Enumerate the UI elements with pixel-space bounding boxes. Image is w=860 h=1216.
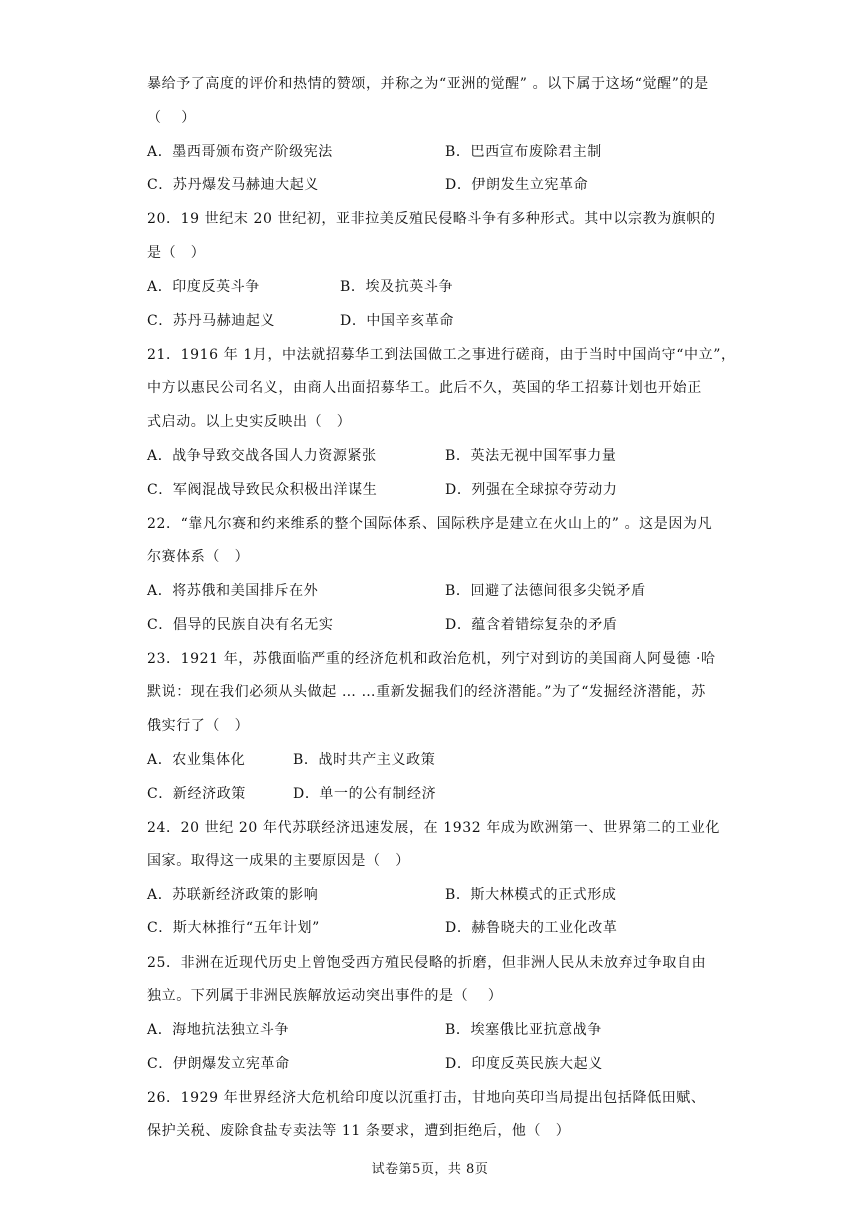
q22-option-b[interactable]: B．回避了法德间很多尖锐矛盾: [445, 583, 646, 599]
q20-option-c[interactable]: C．苏丹马赫迪起义: [147, 313, 276, 329]
q22-option-a[interactable]: A．将苏俄和美国排斥在外: [147, 583, 319, 599]
q25-option-d[interactable]: D．印度反英民族大起义: [445, 1056, 603, 1072]
q23-stem-line-1: 23．1921 年，苏俄面临严重的经济危机和政治危机，列宁对到访的美国商人阿曼德 ·哈: [147, 651, 716, 667]
q19-option-a[interactable]: A．墨西哥颁布资产阶级宪法: [147, 144, 333, 160]
q20-stem-line-2: 是（ ）: [147, 245, 206, 261]
page-footer: 试卷第5页，共 8页: [371, 1162, 489, 1177]
q23-option-a[interactable]: A．农业集体化: [147, 752, 246, 768]
q21-option-d[interactable]: D．列强在全球掠夺劳动力: [445, 482, 618, 498]
q24-option-b[interactable]: B．斯大林模式的正式形成: [445, 887, 617, 903]
q22-option-d[interactable]: D．蕴含着错综复杂的矛盾: [445, 617, 618, 633]
q20-stem-line-1: 20．19 世纪末 20 世纪初，亚非拉美反殖民侵略斗争有多种形式。其中以宗教为旗帜的: [147, 211, 716, 227]
q19-stem-line-1: 暴给予了高度的评价和热情的赞颂，并称之为“亚洲的觉醒” 。以下属于这场“觉醒”的是: [147, 76, 709, 92]
q21-stem-line-3: 式启动。以上史实反映出（ ）: [147, 414, 352, 430]
q24-stem-line-1: 24．20 世纪 20 年代苏联经济迅速发展，在 1932 年成为欧洲第一、世界第二的工业化: [147, 820, 720, 836]
q26-stem-line-1: 26．1929 年世界经济大危机给印度以沉重打击，甘地向英印当局提出包括降低田赋、: [147, 1090, 706, 1106]
q23-option-c[interactable]: C．新经济政策: [147, 786, 246, 802]
q25-stem-line-1: 25．非洲在近现代历史上曾饱受西方殖民侵略的折磨，但非洲人民从未放弃过争取自由: [147, 955, 707, 971]
q21-stem-line-2: 中方以惠民公司名义，由商人出面招募华工。此后不久，英国的华工招募计划也开始正: [147, 380, 702, 396]
q20-option-a[interactable]: A．印度反英斗争: [147, 279, 260, 295]
q26-stem-line-2: 保护关税、废除食盐专卖法等 11 条要求，遭到拒绝后，他（ ）: [147, 1123, 571, 1139]
q25-option-b[interactable]: B．埃塞俄比亚抗意战争: [445, 1022, 602, 1038]
q23-stem-line-3: 俄实行了（ ）: [147, 718, 250, 734]
q19-option-b[interactable]: B．巴西宣布废除君主制: [445, 144, 602, 160]
q21-option-a[interactable]: A．战争导致交战各国人力资源紧张: [147, 448, 377, 464]
q25-stem-line-2: 独立。下列属于非洲民族解放运动突出事件的是（ ）: [147, 988, 503, 1004]
q19-stem-line-2: （ ）: [147, 110, 196, 126]
q19-option-c[interactable]: C．苏丹爆发马赫迪大起义: [147, 177, 319, 193]
q23-stem-line-2: 默说：现在我们必须从头做起 … …重新发掘我们的经济潜能。”为了“发掘经济潜能，苏: [147, 684, 706, 700]
q23-option-d[interactable]: D．单一的公有制经济: [293, 786, 437, 802]
q22-stem-line-2: 尔赛体系（ ）: [147, 549, 250, 565]
q19-option-d[interactable]: D．伊朗发生立宪革命: [445, 177, 589, 193]
q21-option-b[interactable]: B．英法无视中国军事力量: [445, 448, 617, 464]
q20-option-b[interactable]: B．埃及抗英斗争: [340, 279, 454, 295]
q22-option-c[interactable]: C．倡导的民族自决有名无实: [147, 617, 334, 633]
q25-option-c[interactable]: C．伊朗爆发立宪革命: [147, 1056, 290, 1072]
q24-option-c[interactable]: C．斯大林推行“五年计划”: [147, 920, 320, 936]
q24-stem-line-2: 国家。取得这一成果的主要原因是（ ）: [147, 853, 410, 869]
q21-stem-line-1: 21．1916 年 1月，中法就招募华工到法国做工之事进行磋商，由于当时中国尚守“中立”，: [147, 347, 736, 363]
q24-option-a[interactable]: A．苏联新经济政策的影响: [147, 887, 319, 903]
q20-option-d[interactable]: D．中国辛亥革命: [340, 313, 455, 329]
q23-option-b[interactable]: B．战时共产主义政策: [293, 752, 436, 768]
q21-option-c[interactable]: C．军阀混战导致民众积极出洋谋生: [147, 482, 378, 498]
q24-option-d[interactable]: D．赫鲁晓夫的工业化改革: [445, 920, 618, 936]
q25-option-a[interactable]: A．海地抗法独立斗争: [147, 1022, 290, 1038]
q22-stem-line-1: 22．“靠凡尔赛和约来维系的整个国际体系、国际秩序是建立在火山上的” 。这是因为凡: [147, 516, 713, 532]
